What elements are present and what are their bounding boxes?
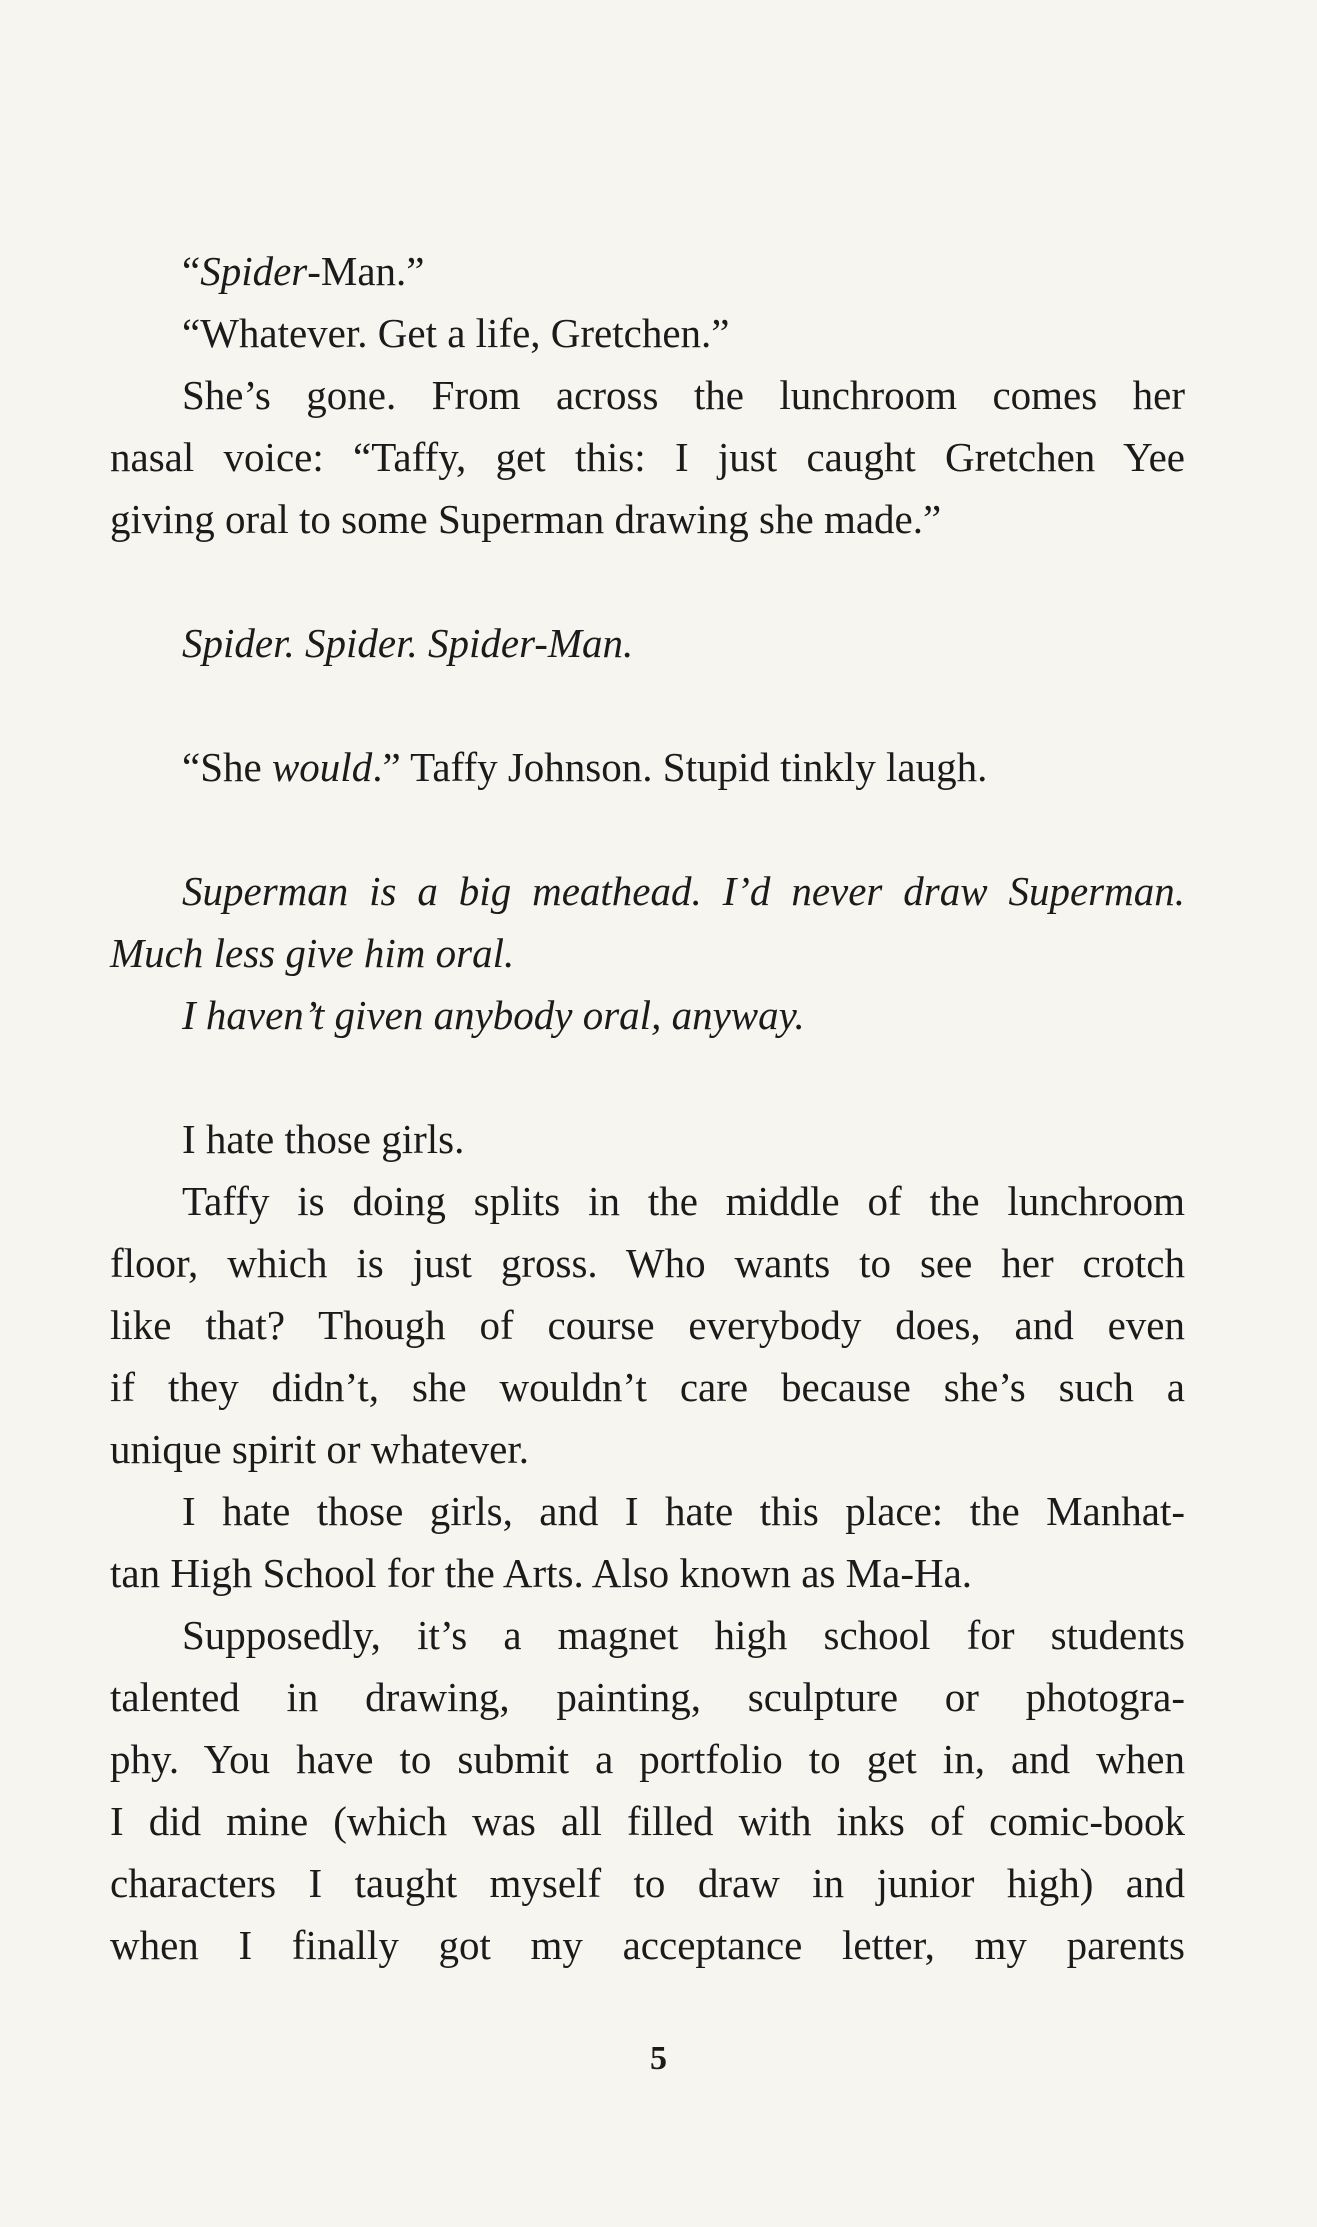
text-line xyxy=(182,1170,1185,1232)
text-line xyxy=(110,1294,1185,1356)
text-line xyxy=(182,612,1185,674)
text-run: I haven’t given anybody oral, anyway. xyxy=(182,992,805,1038)
text-line xyxy=(110,1356,1185,1418)
text-line xyxy=(110,922,1185,984)
text-run: I hate those girls. xyxy=(182,1116,465,1162)
text-line xyxy=(110,1790,1185,1852)
text-run: Spider. Spider. Spider-Man. xyxy=(182,620,634,666)
text-run: like that? Though of course everybody does, and even xyxy=(110,1302,1185,1348)
text-line xyxy=(182,860,1185,922)
text-run: if they didn’t, she wouldn’t care because she’s such a xyxy=(110,1364,1185,1410)
text-run: floor, which is just gross. Who wants to see her crotch xyxy=(110,1240,1185,1286)
text-run: “She xyxy=(182,744,272,790)
text-run: “ xyxy=(182,248,201,294)
text-run: would xyxy=(271,744,373,790)
text-run: Supposedly, it’s a magnet high school for students xyxy=(182,1612,1185,1658)
text-run: phy. You have to submit a portfolio to get in, and when xyxy=(110,1736,1185,1782)
text-line xyxy=(182,1604,1185,1666)
text-run: unique spirit or whatever. xyxy=(110,1426,530,1472)
text-line xyxy=(182,364,1185,426)
text-line xyxy=(110,1728,1185,1790)
text-line xyxy=(182,736,1185,798)
text-run: Taffy is doing splits in the middle of the lunchroom xyxy=(182,1178,1185,1224)
text-run: tan High School for the Arts. Also known as Ma-Ha. xyxy=(110,1550,973,1596)
text-run: I did mine (which was all filled with inks of comic-book xyxy=(110,1798,1185,1844)
text-line xyxy=(182,240,1185,302)
text-run: She’s gone. From across the lunchroom comes her xyxy=(182,372,1185,418)
text-line xyxy=(110,488,1185,550)
page-number: 5 xyxy=(650,2040,667,2077)
text-line xyxy=(110,1914,1185,1976)
text-line xyxy=(110,1852,1185,1914)
text-run: Superman is a big meathead. I’d never draw Superman. xyxy=(182,868,1185,914)
text-run: talented in drawing, painting, sculpture or photogra- xyxy=(110,1674,1185,1720)
text-run: Spider xyxy=(200,248,308,294)
text-run: nasal voice: “Taffy, get this: I just caught Gretchen Yee xyxy=(110,434,1185,480)
text-line xyxy=(110,426,1185,488)
page-body xyxy=(110,240,1185,2000)
text-line xyxy=(110,1232,1185,1294)
text-line xyxy=(182,302,1185,364)
text-line xyxy=(110,1542,1185,1604)
text-run: Much less give him oral. xyxy=(110,930,515,976)
text-run: I hate those girls, and I hate this place: the Manhat- xyxy=(182,1488,1185,1534)
text-run: “Whatever. Get a life, Gretchen.” xyxy=(182,310,730,356)
text-line xyxy=(110,1418,1185,1480)
text-run: giving oral to some Superman drawing she made.” xyxy=(110,496,942,542)
text-run: characters I taught myself to draw in junior high) and xyxy=(110,1860,1185,1906)
text-line xyxy=(182,1108,1185,1170)
text-run: .” Taffy Johnson. Stupid tinkly laugh. xyxy=(372,744,988,790)
text-run: when I finally got my acceptance letter, my parents xyxy=(110,1922,1185,1968)
text-line xyxy=(182,1480,1185,1542)
text-line xyxy=(182,984,1185,1046)
text-line xyxy=(110,1666,1185,1728)
text-run: -Man.” xyxy=(307,248,425,294)
